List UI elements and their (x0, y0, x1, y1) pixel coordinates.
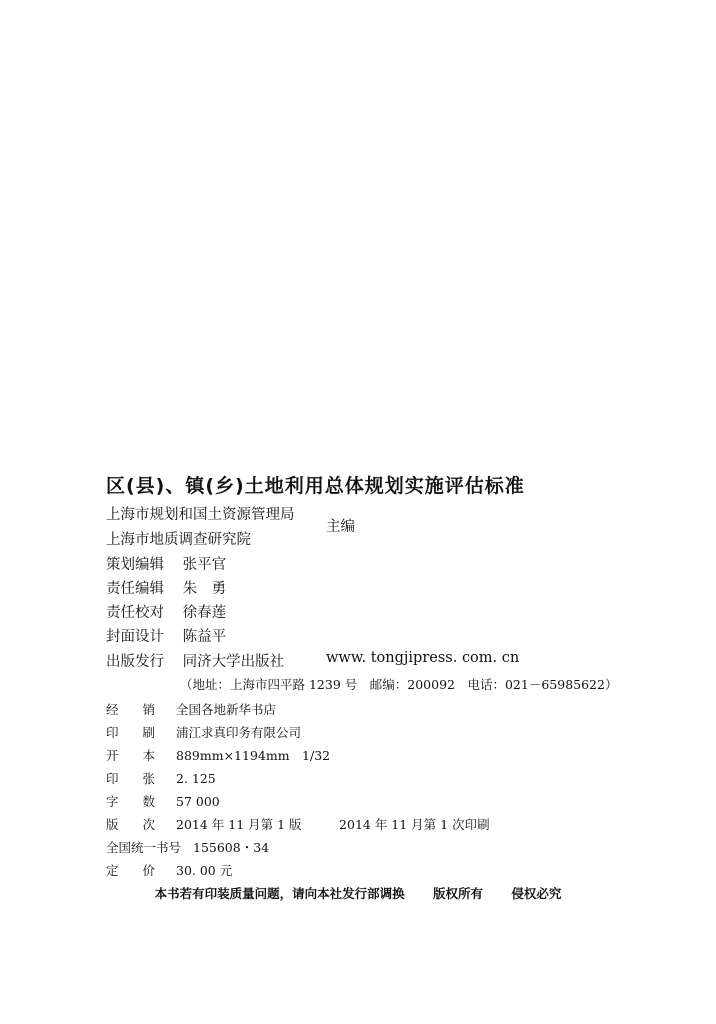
isbn-label: 全国统一书号 (106, 840, 182, 855)
rights-reserved: 版权所有 (432, 886, 483, 901)
publisher-url[interactable]: www. tongjipress. com. cn (326, 650, 520, 666)
staff-row (106, 577, 226, 598)
spec-row (106, 769, 216, 787)
spec-row (106, 815, 490, 833)
editor-2: 上海市地质调查研究院 (106, 532, 251, 548)
spec-label: 次 (142, 817, 156, 832)
staff-label: 策划编辑 (106, 557, 164, 573)
spec-row (106, 746, 330, 764)
spec-value: 2014 年 11 月第 1 版 2014 年 11 月第 1 次印刷 (176, 817, 490, 832)
price-label: 定 (106, 863, 119, 878)
editor-1: 上海市规划和国土资源管理局 (106, 507, 295, 523)
book-title: 区(县)、镇(乡)土地利用总体规划实施评估标准 (106, 475, 525, 497)
spec-label: 版 (106, 817, 119, 832)
copyright-footer (0, 884, 716, 902)
spec-label: 销 (142, 702, 156, 717)
spec-label: 开 (106, 748, 119, 763)
spec-label: 字 (106, 794, 119, 809)
infringement-notice: 侵权必究 (511, 886, 562, 901)
spec-label: 印 (106, 725, 119, 740)
publisher-row (106, 650, 284, 671)
staff-row (106, 625, 226, 646)
staff-label: 责任编辑 (106, 581, 164, 597)
spec-label: 本 (142, 748, 156, 763)
spec-value: 2. 125 (176, 771, 216, 786)
price-label: 价 (142, 863, 156, 878)
price-value: 30. 00 元 (176, 863, 233, 878)
editor-role: 主编 (326, 519, 355, 535)
staff-label: 封面设计 (106, 629, 164, 645)
spec-row (106, 700, 276, 718)
staff-value: 陈益平 (182, 629, 227, 645)
isbn-row (106, 838, 269, 856)
staff-row (106, 601, 226, 622)
staff-value: 徐春莲 (182, 605, 227, 621)
spec-label: 张 (142, 771, 156, 786)
spec-label: 数 (142, 794, 156, 809)
spec-label: 刷 (142, 725, 156, 740)
staff-value: 朱 勇 (182, 581, 227, 597)
spec-row (106, 723, 301, 741)
spec-label: 印 (106, 771, 119, 786)
spec-row (106, 792, 220, 810)
spec-value: 57 000 (176, 794, 220, 809)
staff-value: 张平官 (182, 557, 227, 573)
spec-value: 889mm×1194mm 1/32 (176, 748, 331, 763)
staff-label: 责任校对 (106, 605, 164, 621)
staff-row (106, 553, 226, 574)
publisher-name: 同济大学出版社 (182, 654, 285, 670)
spec-value: 浦江求真印务有限公司 (176, 725, 302, 740)
publisher-address: （地址：上海市四平路 1239 号 邮编：200092 电话：021－65985622） (180, 677, 618, 692)
publisher-label: 出版发行 (106, 654, 164, 670)
print-quality-notice: 本书若有印装质量问题，请向本社发行部调换 (154, 886, 405, 901)
spec-label: 经 (106, 702, 119, 717)
isbn-value: 155608・34 (193, 840, 270, 855)
spec-value: 全国各地新华书店 (176, 702, 277, 717)
price-row (106, 861, 232, 879)
